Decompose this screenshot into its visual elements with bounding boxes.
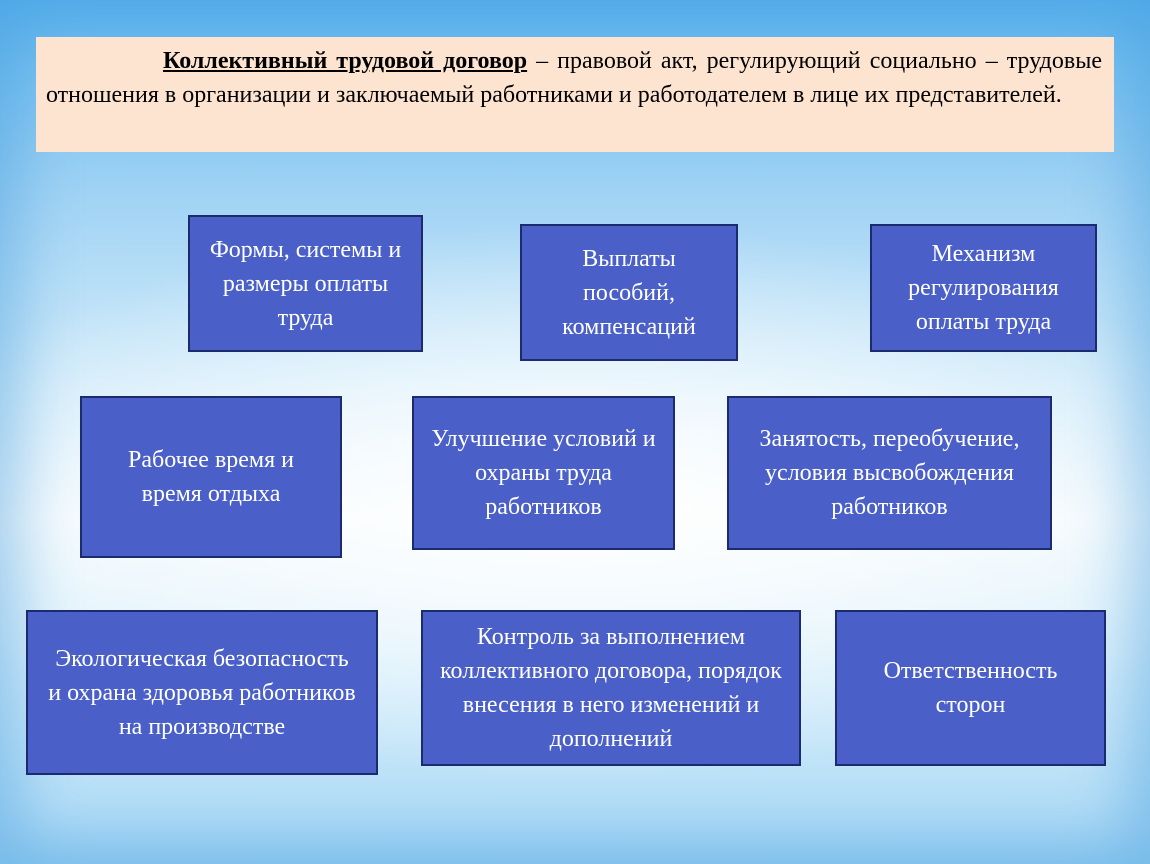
box-employment: [727, 396, 1052, 550]
box-mechanism: [870, 224, 1097, 352]
box-worktime-label: Рабочее время и время отдыха: [127, 447, 295, 507]
definition-text: – правовой акт, регулирующий социально – трудовые отношения в организации и заключаемый работниками и работодателем в лице их представителей.: [46, 48, 1103, 108]
box-forms-pay-label: Формы, системы и размеры оплаты труда: [209, 236, 402, 331]
box-mechanism-label: Механизм регулирования оплаты труда: [908, 241, 1059, 335]
box-forms-pay: [188, 215, 423, 352]
box-control-label: Контроль за выполнением коллективного договора, порядок внесения в него изменений и дополнений: [440, 624, 782, 752]
box-ecology-label: Экологическая безопасность и охрана здоровья работников на производстве: [48, 645, 356, 740]
box-improvement: [412, 396, 675, 550]
box-payments: [520, 224, 738, 361]
definition-block: [36, 37, 1114, 152]
box-worktime: [80, 396, 342, 558]
box-employment-label: Занятость, переобучение, условия высвобождения работников: [759, 426, 1020, 520]
box-responsibility-label: Ответственность сторон: [883, 658, 1058, 718]
box-improvement-label: Улучшение условий и охраны труда работников: [431, 426, 656, 520]
box-responsibility: [835, 610, 1106, 766]
box-payments-label: Выплаты пособий, компенсаций: [562, 245, 696, 340]
box-ecology: [26, 610, 378, 775]
definition-term: Коллективный трудовой договор: [163, 48, 528, 74]
box-control: [421, 610, 801, 766]
